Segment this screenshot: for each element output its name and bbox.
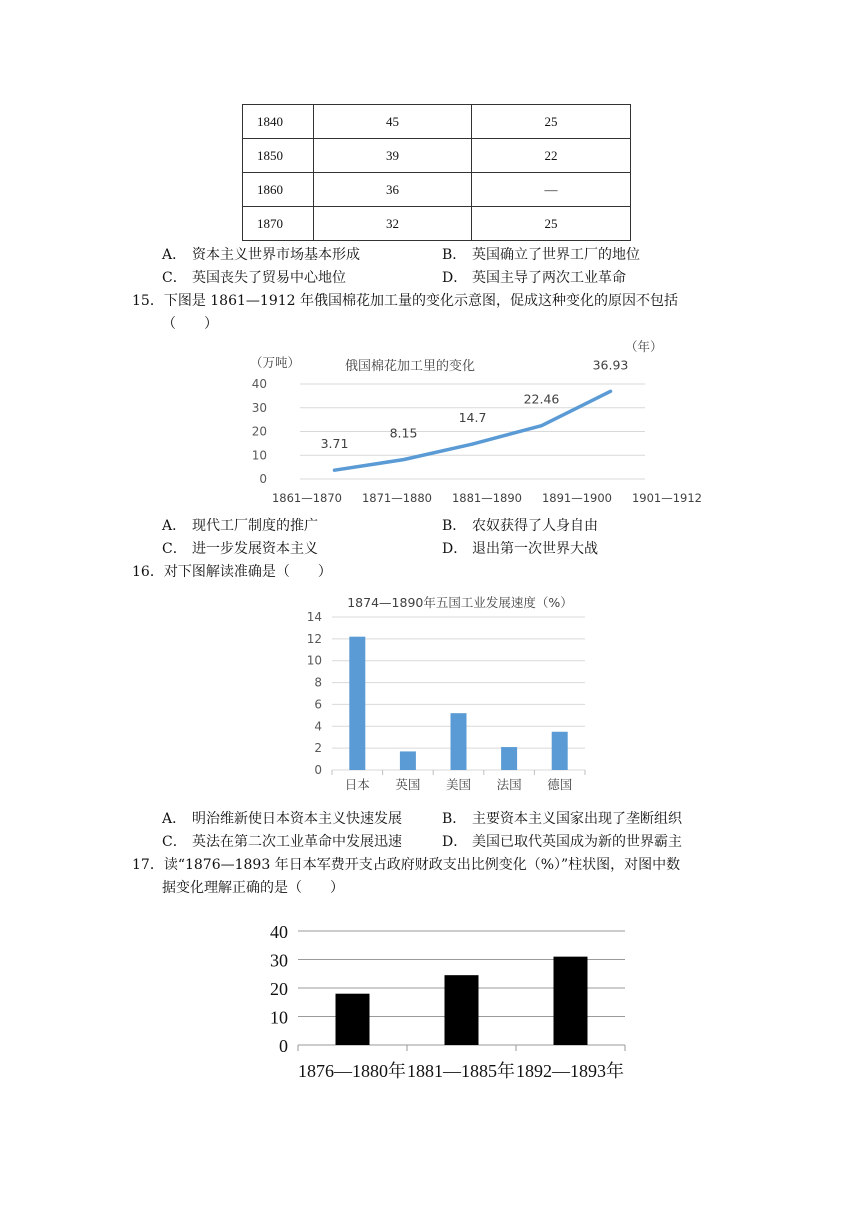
y-tick-label: 0 [314,763,322,777]
table-row [243,207,631,241]
q16-option-b: B． 主要资本主义国家出现了垄断组织 [442,811,682,827]
y-tick-label: 30 [270,950,288,971]
y-tick-label: 0 [279,1036,288,1056]
x-tick-label: 美国 [445,777,472,792]
bar [501,747,517,770]
q15-option-b: B． 农奴获得了人身自由 [442,518,598,534]
x-tick-label: 1871—1880 [361,491,433,505]
chart-title: 俄国棉花加工里的变化 [344,359,476,374]
table-cell: 36 [314,173,472,207]
bar [445,975,479,1045]
q15-option-c: C． 进一步发展资本主义 [162,541,318,557]
x-tick-label: 1881—1885年 [407,1061,515,1081]
q14-option-a: A． 资本主义世界市场基本形成 [162,247,360,263]
data-table [242,104,631,241]
bar [451,713,467,770]
x-tick-label: 1901—1912 [631,491,703,505]
bar [554,957,588,1045]
table-row [243,139,631,173]
chart-title: 1874—1890年五国工业发展速度（%） [347,595,573,610]
bar [552,732,568,770]
q16-option-c: C． 英法在第二次工业革命中发展迅速 [162,834,402,850]
q15-paren: （ ） [162,316,218,332]
y-tick-label: 4 [314,719,322,734]
q16-stem: 16．对下图解读准确是（ ） [132,564,332,580]
table-row [243,105,631,139]
military-bar-chart [260,915,640,1085]
y-tick-label: 20 [251,424,267,439]
q15-option-a: A． 现代工厂制度的推广 [162,518,318,534]
x-tick-label: 1891—1900 [541,491,613,505]
q16-option-d: D． 美国已取代英国成为新的世界霸主 [442,834,682,850]
y-tick-label: 40 [251,377,267,391]
y-tick-label: 30 [251,400,267,415]
table-cell: 1840 [243,105,314,139]
data-label: 22.46 [523,391,560,407]
q14-option-b: B． 英国确立了世界工厂的地位 [442,247,640,263]
table-cell: 25 [472,207,631,241]
y-axis-unit: （万吨） [250,355,301,370]
cotton-line-chart [240,334,703,510]
y-tick-label: 2 [314,741,322,756]
x-tick-label: 英国 [395,777,421,792]
table-cell: 32 [314,207,472,241]
data-label: 3.71 [320,436,349,452]
y-tick-label: 6 [314,697,322,712]
table-row [243,173,631,207]
data-label: 14.7 [458,410,487,426]
y-tick-label: 10 [306,653,322,668]
y-tick-label: 0 [259,472,267,486]
x-axis-unit: （年） [625,339,663,354]
q15-stem: 15．下图是 1861—1912 年俄国棉花加工量的变化示意图，促成这种变化的原因不包括 [132,293,678,309]
table-cell: — [472,173,631,207]
x-tick-label: 法国 [496,777,522,792]
x-tick-label: 日本 [344,777,370,792]
table-cell: 22 [472,139,631,173]
table-cell: 25 [472,105,631,139]
y-tick-label: 20 [270,979,288,999]
bar [400,751,416,770]
q14-option-c: C． 英国丧失了贸易中心地位 [162,270,346,286]
x-tick-label: 1892—1893年 [516,1061,624,1081]
table-cell: 39 [314,139,472,173]
x-tick-label: 德国 [547,777,573,792]
q16-option-a: A． 明治维新使日本资本主义快速发展 [162,811,402,827]
data-label: 36.93 [592,357,629,373]
x-tick-label: 1881—1890 [451,491,523,505]
industry-bar-chart [300,590,600,800]
y-tick-label: 10 [270,1007,288,1028]
y-tick-label: 10 [251,448,267,463]
q17-stem-line1: 17．读“1876—1893 年日本军费开支占政府财政支出比例变化（%）”柱状图，对图中数 [132,857,681,873]
table-cell: 45 [314,105,472,139]
q17-stem-line2: 据变化理解正确的是（ ） [162,880,344,896]
x-tick-label: 1876—1880年 [298,1061,406,1081]
y-tick-label: 8 [314,675,322,690]
table-cell: 1850 [243,139,314,173]
q14-option-d: D． 英国主导了两次工业革命 [442,270,626,286]
series-line-cotton [335,391,611,470]
bar [349,637,365,770]
data-label: 8.15 [389,425,418,441]
q15-option-d: D． 退出第一次世界大战 [442,541,598,557]
table-cell: 1870 [243,207,314,241]
table-cell: 1860 [243,173,314,207]
x-tick-label: 1861—1870 [271,491,343,505]
y-tick-label: 12 [306,631,322,646]
bar [336,994,370,1045]
y-tick-label: 14 [306,610,322,624]
y-tick-label: 40 [270,922,288,942]
